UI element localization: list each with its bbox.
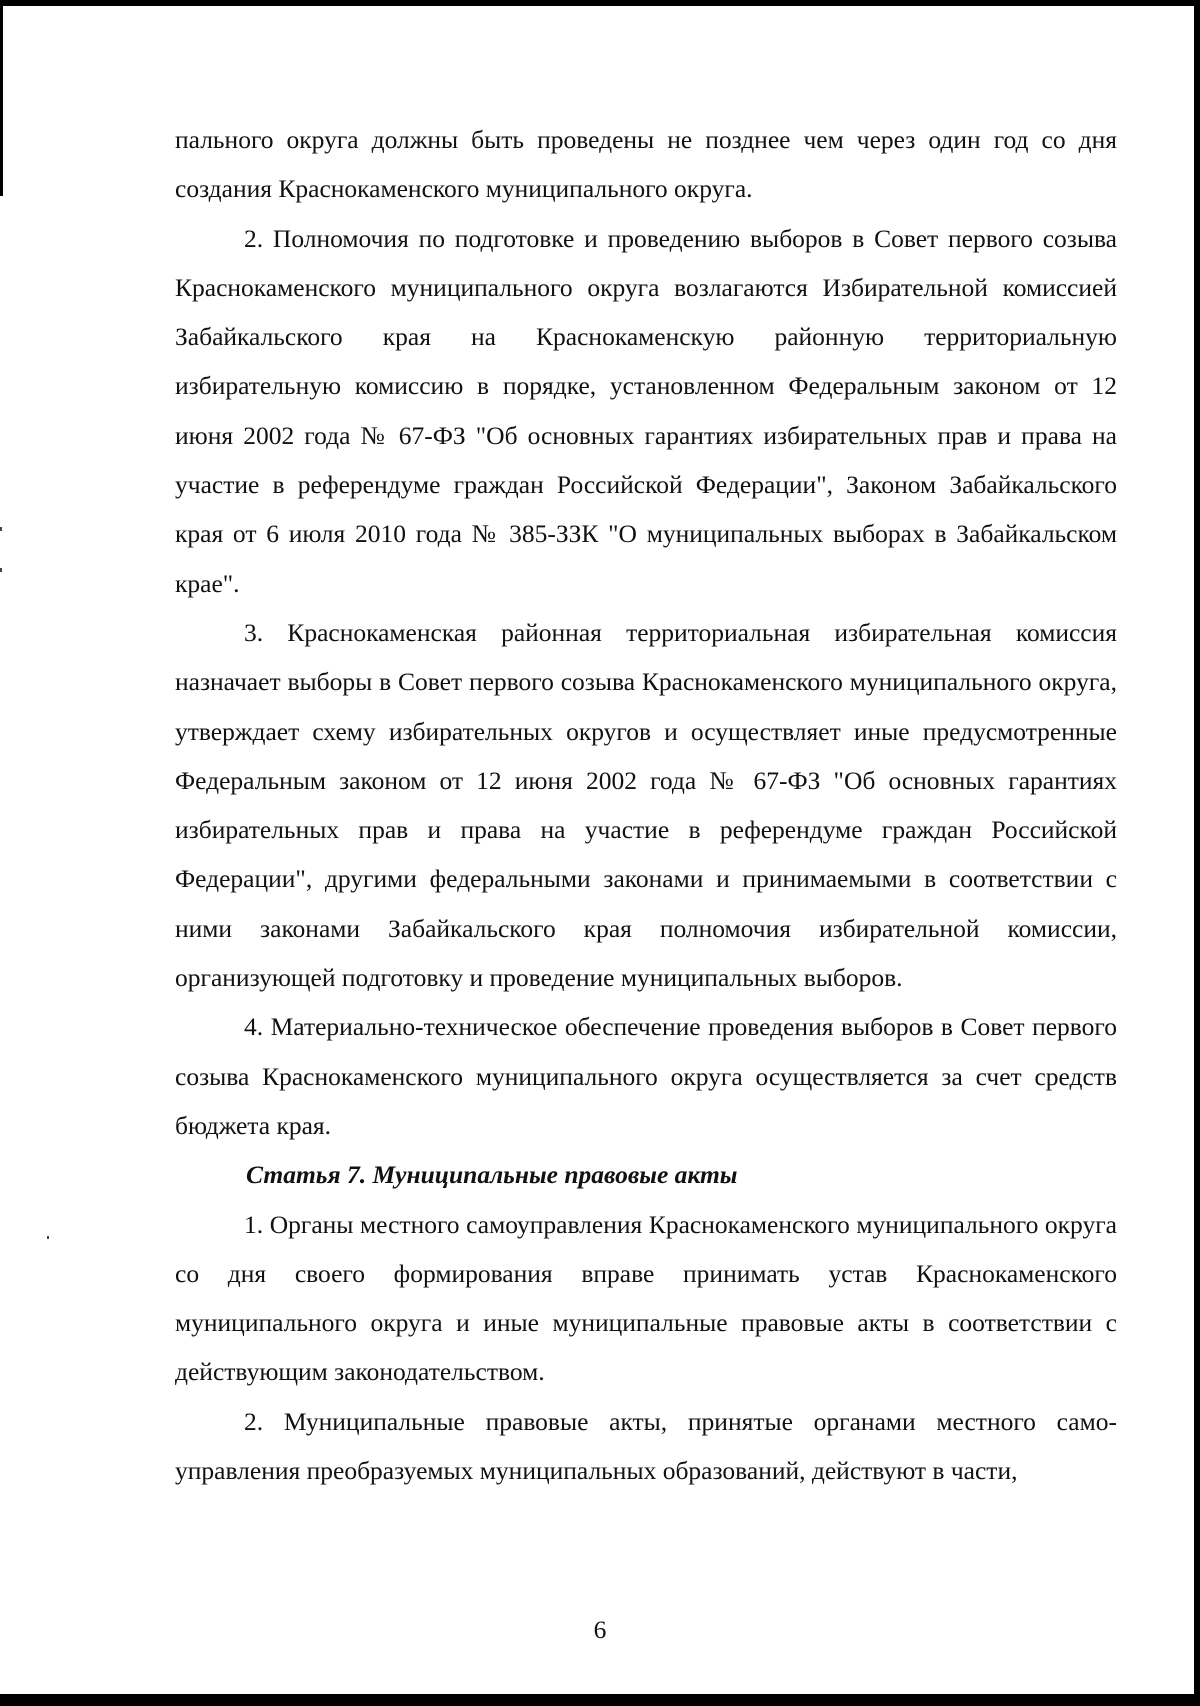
scan-mark-left	[0, 6, 3, 196]
paragraph-item-3: 3. Краснокаменская районная территориальная избирательная комиссия назначает выборы в Совет первого созыва Краснокаменского муниципального округа, утверждает схему избирательных округов и осуществляет иные предусмотренные Федеральным законом от 12 июня 2002 года № 67-ФЗ "Об основных гарантиях избирательных прав и права на участие в референдуме граждан Российской Федерации", другими федеральными законами и принимаемыми в соответствии с ними законами Забайкальского края полномочия избирательной комиссии, организующей подготовку и проведение муниципальных выборов.	[175, 617, 1117, 993]
scan-speck	[0, 527, 2, 531]
paragraph-continuation: пального округа должны быть проведены не позднее чем через один год со дня создания Краснокаменского муниципального округа.	[175, 125, 1117, 204]
page-number: 6	[593, 1615, 607, 1644]
scan-speck	[47, 1236, 49, 1239]
document-body	[175, 115, 1117, 1495]
article-paragraph-2: 2. Муниципальные правовые акты, принятые органами местного самоуправления преобразуемых муниципальных образований, действуют в части,	[175, 1406, 1117, 1486]
scan-border-top	[0, 0, 1200, 6]
scan-speck	[0, 568, 2, 572]
paragraph-item-2: 2. Полномочия по подготовке и проведению выборов в Совет первого созыва Краснокаменского муниципального округа возлагаются Избирательной комиссией Забайкальского края на Краснокаменскую районную территориальную избирательную комиссию в порядке, установленном Федеральным законом от 12 июня 2002 года № 67-ФЗ "Об основных гарантиях избирательных прав и права на участие в референдуме граждан Российской Федерации", Законом Забайкальского края от 6 июля 2010 года № 385-ЗЗК "О муниципальных выборах в Забайкальском крае".	[175, 223, 1117, 598]
article-paragraph-1: 1. Органы местного самоуправления Краснокаменского муниципального округа со дня своего формирования вправе принимать устав Краснокаменского муниципального округа и иные муниципальные правовые акты в соответствии с действующим законодательством.	[175, 1209, 1117, 1387]
scan-border-right	[1194, 0, 1200, 1706]
article-heading: Статья 7. Муниципальные правовые акты	[246, 1160, 738, 1190]
scan-border-bottom	[0, 1694, 1200, 1706]
paragraph-item-4: 4. Материально-техническое обеспечение проведения выборов в Совет первого созыва Краснокаменского муниципального округа осуществляется за счет средств бюджета края.	[175, 1012, 1117, 1140]
